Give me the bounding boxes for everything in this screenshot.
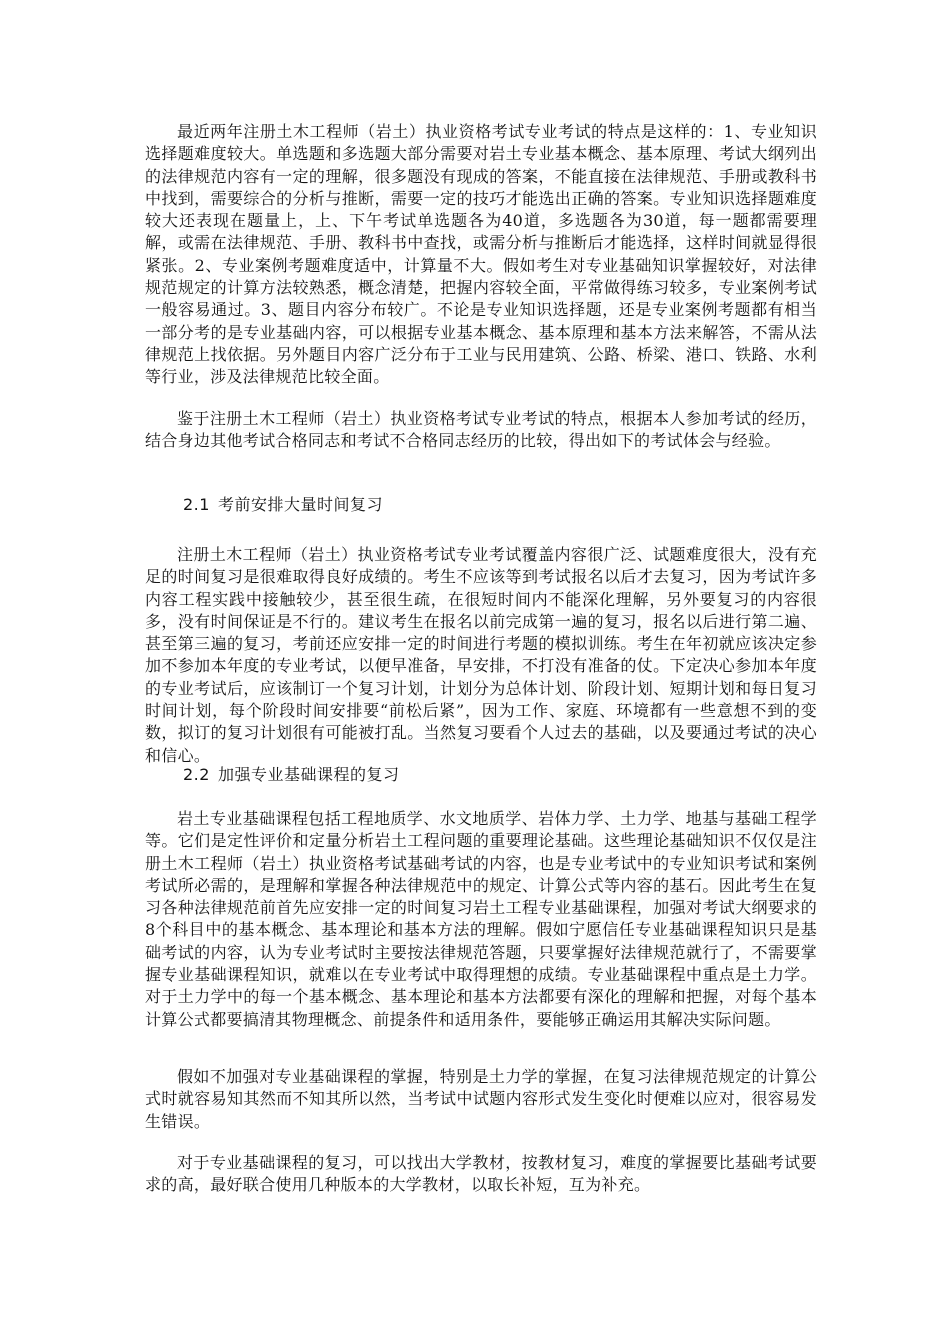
paragraph-review-time: 注册土木工程师（岩土）执业资格考试专业考试覆盖内容很广泛、试题难度很大，没有充足的时间复习是很难取得良好成绩的。考生不应该等到考试报名以后才去复习，因为考试许多内容工程实践中接触较少，甚至很生疏，在很短时间内不能深化理解，另外要复习的内容很多，没有时间保证是不行的。建议考生在报名以前完成第一遍的复习，报名以后进行第二遍、甚至第三遍的复习，考前还应安排一定的时间进行考题的模拟训练。考生在年初就应该决定参加不参加本年度的专业考试，以便早准备，早安排，不打没有准备的仗。下定决心参加本年度的专业考试后，应该制订一个复习计划，计划分为总体计划、阶段计划、短期计划和每日复习时间计划，每个阶段时间安排要“前松后紧”，因为工作、家庭、环境都有一些意想不到的变数，拟订的复习计划很有可能被打乱。当然复习要看个人过去的基础，以及要通过考试的决心和信心。 [145, 545, 817, 765]
paragraph-exam-features: 最近两年注册土木工程师（岩土）执业资格考试专业考试的特点是这样的：1、专业知识选择题难度较大。单选题和多选题大部分需要对岩土专业基本概念、基本原理、考试大纲列出的法律规范内容有一定的理解，很多题没有现成的答案，不能直接在法律规范、手册或教科书中找到，需要综合的分析与推断，需要一定的技巧才能选出正确的答案。专业知识选择题难度较大还表现在题量上，上、下午考试单选题各为40道，多选题各为30道，每一题都需要理解，或需在法律规范、手册、教科书中查找，或需分析与推断后才能选择，这样时间就显得很紧张。2、专业案例考题难度适中，计算量不大。假如考生对专业基础知识掌握较好，对法律规范规定的计算方法较熟悉，概念清楚，把握内容较全面，平常做得练习较多，专业案例考试一般容易通过。3、题目内容分布较广。不论是专业知识选择题，还是专业案例考题都有相当一部分考的是专业基础内容，可以根据专业基本概念、基本原理和基本方法来解答，不需从法律规范上找依据。另外题目内容广泛分布于工业与民用建筑、公路、桥梁、港口、铁路、水利等行业，涉及法律规范比较全面。 [145, 122, 817, 387]
paragraph-experience-intro: 鉴于注册土木工程师（岩土）执业资格考试专业考试的特点，根据本人参加考试的经历，结合身边其他考试合格同志和考试不合格同志经历的比较，得出如下的考试体会与经验。 [145, 409, 817, 451]
section-title: 加强专业基础课程的复习 [217, 765, 400, 784]
paragraph-textbook-review: 对于专业基础课程的复习，可以找出大学教材，按教材复习，难度的掌握要比基础考试要求的高，最好联合使用几种版本的大学教材，以取长补短，互为补充。 [145, 1153, 817, 1195]
paragraph-soil-mechanics: 假如不加强对专业基础课程的掌握，特别是土力学的掌握，在复习法律规范规定的计算公式时就容易知其然而不知其所以然，当考试中试题内容形式发生变化时便难以应对，很容易发生错误。 [145, 1067, 817, 1131]
paragraph-foundation-courses: 岩土专业基础课程包括工程地质学、水文地质学、岩体力学、土力学、地基与基础工程学等。它们是定性评价和定量分析岩土工程问题的重要理论基础。这些理论基础知识不仅仅是注册土木工程师（岩土）执业资格考试基础考试的内容，也是专业考试中的专业知识考试和案例考试所必需的，是理解和掌握各种法律规范中的规定、计算公式等内容的基石。因此考生在复习各种法律规范前首先应安排一定的时间复习岩土工程专业基础课程，加强对考试大纲要求的8个科目中的基本概念、基本理论和基本方法的理解。假如宁愿信任专业基础课程知识只是基础考试的内容，认为专业考试时主要按法律规范答题，只要掌握好法律规范就行了，不需要掌握专业基础课程知识，就难以在专业考试中取得理想的成绩。专业基础课程中重点是土力学。对于土力学中的每一个基本概念、基本理论和基本方法都要有深化的理解和把握，对每个基本计算公式都要搞清其物理概念、前提条件和适用条件，要能够正确运用其解决实际问题。 [145, 809, 817, 1029]
section-heading-2-2 [183, 764, 399, 786]
section-number: 2.1 [183, 495, 210, 514]
section-title: 考前安排大量时间复习 [217, 495, 383, 514]
section-heading-2-1 [183, 494, 383, 516]
section-number: 2.2 [183, 765, 210, 784]
